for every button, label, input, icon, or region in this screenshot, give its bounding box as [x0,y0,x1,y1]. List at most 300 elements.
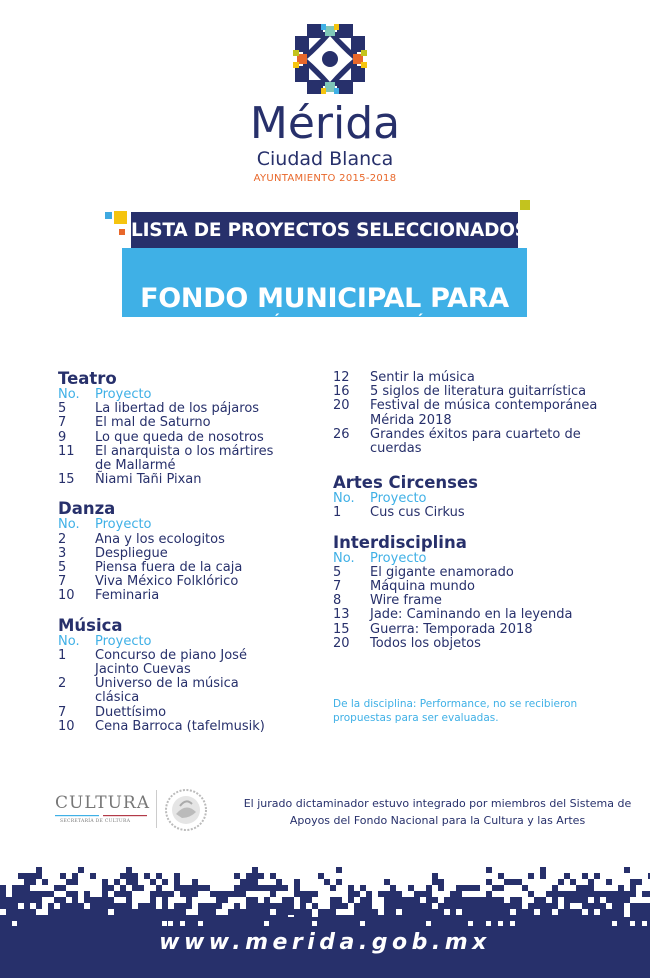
footer-pixel [54,915,60,921]
footer-pixel [486,897,492,903]
footer-pixel [588,885,594,891]
footer-pixel [246,873,252,879]
footer-pixel [0,897,6,903]
footer-pixel [210,903,216,909]
footer-pixel [120,891,126,897]
footer-pixel [54,885,60,891]
footer-pixel [264,915,270,921]
footer-pixel [420,903,426,909]
footer-pixel [414,897,420,903]
footer-pixel [132,879,138,885]
footer-pixel [348,897,354,903]
footer-pixel [294,891,300,897]
footer-pixel [558,891,564,897]
project-name: El gigante enamorado [370,564,514,580]
project-number: 11 [58,443,75,459]
footer-pixel [276,879,282,885]
footer-pixel [354,891,360,897]
footer-pixel [18,909,24,915]
footer-pixel [456,891,462,897]
footer-pixel [240,879,246,885]
national-seal-icon [164,788,208,832]
footer-pixel [630,915,636,921]
footer-pixel [228,915,234,921]
project-name: Viva México Folklórico [95,574,239,590]
footer-pixel [450,909,456,915]
banner-title-line-2: LAS ARTES ESCÉNICAS Y LA MÚSICA 2018 [123,315,526,335]
footer-pixel [126,879,132,885]
footer-pixel [612,909,618,915]
footer-pixel [30,897,36,903]
footer-pixel [354,915,360,921]
project-number: 15 [333,621,350,637]
project-row [58,706,323,720]
footer-pixel [72,897,78,903]
footer-pixel [246,903,252,909]
footer-pixel [606,879,612,885]
footer-pixel [390,885,396,891]
footer-pixel [312,903,318,909]
decorative-square [520,200,530,210]
footer-pixel [552,903,558,909]
footer-pixel [468,897,474,903]
footer-pixel [276,915,282,921]
footer-pixel [138,915,144,921]
footer-pixel [570,891,576,897]
footer-pixel [558,909,564,915]
footer-pixel [456,885,462,891]
project-name: Ñiami Tañi Pixan [95,472,202,488]
footer-pixel [396,891,402,897]
footer-pixel [144,915,150,921]
footer-pixel [294,915,300,921]
footer-pixel [612,921,617,926]
footer-pixel [630,891,636,897]
footer-pixel [288,897,294,903]
footer-pixel [282,915,288,921]
footer-pixel [294,879,300,885]
footer-pixel [252,879,258,885]
footer-pixel [228,891,234,897]
footer-pixel [510,897,516,903]
footer-pixel [150,909,156,915]
footer-pixel [234,891,240,897]
footer-pixel [36,897,42,903]
footer-pixel [180,891,186,897]
footer-pixel [84,909,90,915]
footer-pixel [342,915,348,921]
footer-pixel [102,891,108,897]
footer-pixel [312,891,318,897]
footer-pixel [72,903,78,909]
footer-pixel [462,897,468,903]
footer-pixel [162,915,168,921]
footer-pixel [510,903,516,909]
footer-pixel [528,891,534,897]
footer-pixel [444,915,450,921]
footer-pixel [450,897,456,903]
footer-pixel [390,909,396,915]
footer-pixel [36,891,42,897]
footer-pixel [252,897,258,903]
footer-pixel [342,903,348,909]
footer-pixel [528,909,534,915]
footer-pixel [12,909,18,915]
footer-pixel [390,897,396,903]
category-section [58,617,323,734]
footer-pixel [558,879,564,885]
footer-pixel [114,903,120,909]
footer-pixel [18,915,24,921]
footer-pixel [198,921,203,926]
footer-pixel [102,897,108,903]
footer-pixel [498,909,504,915]
footer-pixel [588,879,594,885]
footer-pixel [576,897,582,903]
footer-pixel [396,897,402,903]
footer-pixel [630,903,636,909]
footer-pixel [90,909,96,915]
footer-pixel [504,915,510,921]
footer-pixel [12,903,18,909]
footer-pixel [132,885,138,891]
footer-pixel [192,891,198,897]
footer-pixel [150,891,156,897]
footer-pixel [270,873,276,879]
footer-pixel [468,885,474,891]
footer-pixel [96,897,102,903]
footer-pixel [510,915,516,921]
footer-pixel [90,903,96,909]
header-project: Proyecto [370,550,427,566]
footer-pixel [432,897,438,903]
footer-pixel [102,903,108,909]
website-link[interactable]: www.merida.gob.mx [159,930,491,955]
footer-pixel [180,915,186,921]
project-list-left [58,370,323,747]
project-name: Sentir la música [370,370,475,385]
footer-pixel [204,909,210,915]
footer-pixel [492,915,498,921]
footer-pixel [72,879,78,885]
footer-pixel [6,897,12,903]
footer-pixel [174,915,180,921]
project-name: Máquina mundo [370,579,475,595]
footer-pixel [456,903,462,909]
footer-pixel [132,873,138,879]
footer-pixel [528,915,534,921]
footer-pixel [432,915,438,921]
footer-pixel [168,921,173,926]
footer-pixel [486,921,491,926]
footer-pixel [18,885,24,891]
footer-pixel [120,915,126,921]
header-no: No. [333,491,355,507]
project-name: Concurso de piano José Jacinto Cuevas [95,647,247,678]
footer-pixel [0,915,6,921]
footer-pixel [306,891,312,897]
project-row [58,561,323,575]
footer-pixel [150,897,156,903]
project-number: 7 [333,579,342,595]
footer-pixel [138,885,144,891]
category-section [58,370,323,487]
footer-pixel [60,897,66,903]
project-row [58,473,323,487]
footer-pixel [396,903,402,909]
footer-pixel [72,891,78,897]
title-banner [122,248,527,335]
footer-pixel [192,879,198,885]
footer-pixel [42,891,48,897]
footer-pixel [438,915,444,921]
footer-pixel [624,891,630,897]
footer-pixel [366,903,372,909]
footer-pixel [600,891,606,897]
footer-pixel [216,891,222,897]
footer-pixel [306,909,312,915]
footer-pixel [156,891,162,897]
category-title: Teatro [58,369,117,388]
footer-pixel [384,879,390,885]
footer-pixel [186,891,192,897]
footer-pixel [264,885,270,891]
footer-pixel [150,903,156,909]
footer-pixel [252,885,258,891]
footer-pixel [258,873,264,879]
footer-pixel [600,909,606,915]
footer-pixel [252,909,258,915]
project-row [58,589,323,603]
footer-pixel [408,885,414,891]
footer-pixel [270,891,276,897]
header-project: Proyecto [95,387,152,402]
footer-pixel [606,909,612,915]
footer-pixel [156,915,162,921]
footer-pixel [618,891,624,897]
footer-pixel [168,891,174,897]
footer-pixel [192,915,198,921]
project-name: Jade: Caminando en la leyenda [370,607,573,623]
footer-pixel [282,903,288,909]
project-row [58,547,323,561]
footer-pixel [336,879,342,885]
footer-pixel [60,903,66,909]
decorative-square [114,211,127,224]
footer-pixel [126,915,132,921]
footer-pixel [72,909,78,915]
footer-pixel [246,897,252,903]
footer-pixel [144,903,150,909]
footer-pixel [612,897,618,903]
footer-pixel [138,909,144,915]
footer-pixel [54,897,60,903]
footer-pixel [252,903,258,909]
footer-pixel [156,885,162,891]
footer-pixel [624,867,630,873]
footer-pixel [558,915,564,921]
project-row [58,416,323,430]
footer-pixel [564,915,570,921]
project-row [58,445,323,473]
footer-pixel [30,915,36,921]
footer-pixel [360,897,366,903]
footer-pixel [444,903,450,909]
footer-pixel [612,903,618,909]
footer-pixel [360,903,366,909]
footer-pixel [294,909,300,915]
footer-pixel [204,915,210,921]
footer-pixel [360,915,366,921]
footer-pixel [378,915,384,921]
footer-pixel [384,909,390,915]
footer-pixel [0,891,6,897]
banner-subtitle: LISTA DE PROYECTOS SELECCIONADOS [131,212,518,248]
list-header [58,388,323,402]
project-name: La libertad de los pájaros [95,401,260,417]
footer-pixel [114,915,120,921]
footer-pixel [114,891,120,897]
footer-pixel [636,909,642,915]
footer-pixel [264,897,270,903]
footer-pixel [576,909,582,915]
footer-pixel [540,897,546,903]
project-number: 1 [58,647,67,663]
footer-pixel [570,897,576,903]
footer-pixel [18,891,24,897]
footer-pixel [78,867,84,873]
footer-pixel [546,909,552,915]
footer-pixel [126,909,132,915]
footer-pixel [564,891,570,897]
footer-pixel [486,891,492,897]
footer-pixel [594,873,600,879]
footer-pixel [168,909,174,915]
list-header [58,518,323,532]
footer-pixel [144,873,150,879]
footer-pixel [426,909,432,915]
project-row [333,506,603,520]
footer-pixel [534,903,540,909]
footer-pixel [108,915,114,921]
footer-pixel [390,891,396,897]
footer-pixel [24,903,30,909]
category-title: Artes Circenses [333,473,479,493]
footer-pixel [504,879,510,885]
footer-pixel [12,897,18,903]
list-header [333,492,603,506]
footer-pixel [174,909,180,915]
footer-pixel [180,909,186,915]
footer-pixel [606,897,612,903]
footer-pixel [534,915,540,921]
footer-pixel [480,897,486,903]
footer-pixel [348,915,354,921]
footer-pixel [24,885,30,891]
footer-pixel-band [0,855,650,978]
footer-pixel [246,879,252,885]
footer-pixel [234,885,240,891]
footer-pixel [564,903,570,909]
footer-pixel [438,879,444,885]
footer-pixel [300,909,306,915]
brand-administration: AYUNTAMIENTO 2015-2018 [253,173,397,184]
footer-pixel [6,903,12,909]
footer-pixel [30,879,36,885]
project-name: Grandes éxitos para cuarteto de cuerdas [370,426,581,457]
footer-pixel [264,909,270,915]
list-header [58,635,323,649]
footer-pixel [582,903,588,909]
footer-pixel [582,915,588,921]
footer-pixel [588,891,594,897]
footer-pixel [486,879,492,885]
footer-pixel [72,873,78,879]
footer-pixel [48,909,54,915]
footer-pixel [408,909,414,915]
footer-pixel [282,897,288,903]
footer-pixel [432,909,438,915]
footer-pixel [258,909,264,915]
footer-pixel [642,903,648,909]
footer-pixel [600,903,606,909]
project-row [333,580,603,594]
footer-pixel [18,897,24,903]
footer-pixel [366,897,372,903]
project-number: 5 [58,401,67,417]
footer-pixel [474,885,480,891]
footer-pixel [606,915,612,921]
footer-pixel [426,897,432,903]
category-title: Interdisciplina [333,532,467,552]
footer-pixel [360,885,366,891]
footer-pixel [510,921,515,926]
header-project: Proyecto [95,633,152,649]
footer-pixel [336,915,342,921]
category-title: Música [58,615,123,635]
footer-pixel [198,885,204,891]
footer-pixel [186,903,192,909]
project-name: Feminaria [95,588,160,604]
footer-pixel [510,879,516,885]
footer-pixel [384,915,390,921]
footer-pixel [462,903,468,909]
category-section [333,371,603,456]
project-name: Guerra: Temporada 2018 [370,621,533,637]
footer-pixel [402,909,408,915]
category-section [333,534,603,651]
brand-name: Mérida [249,98,401,149]
footer-pixel [450,915,456,921]
category-section [333,474,603,520]
footer-pixel [426,885,432,891]
footer-pixel [420,891,426,897]
footer-pixel [156,909,162,915]
footer-pixel [288,909,294,915]
footer-pixel [276,903,282,909]
footer-pixel [462,885,468,891]
footer-pixel [66,915,72,921]
footer-pixel [546,915,552,921]
footer-pixel [540,873,546,879]
footer-pixel [252,867,258,873]
footer-pixel [114,909,120,915]
project-row [58,649,323,677]
footer-pixel [630,879,636,885]
project-row [58,402,323,416]
footer-pixel [408,897,414,903]
logo-divider [156,790,157,828]
